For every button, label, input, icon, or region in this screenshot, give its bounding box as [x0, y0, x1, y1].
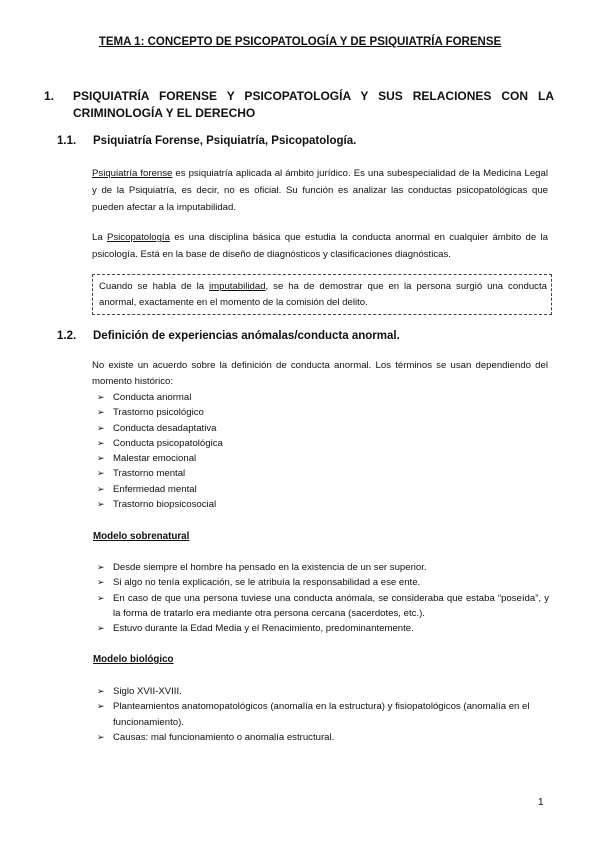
term-imputabilidad: imputabilidad	[209, 281, 266, 292]
page-number: 1	[538, 797, 544, 808]
section-1-title: PSIQUIATRÍA FORENSE Y PSICOPATOLOGÍA Y SUS RELACIONES CON LA CRIMINOLOGÍA Y EL DERECHO	[73, 89, 554, 120]
section-1-1-heading	[57, 135, 356, 147]
note-prefix: Cuando se habla de la	[99, 281, 209, 292]
list-item: ➢ Si algo no tenía explicación, se le atribuía la responsabilidad a ese ente.	[97, 575, 549, 590]
arrowhead-bullet-icon: ➢	[97, 592, 105, 603]
arrowhead-bullet-icon: ➢	[97, 577, 105, 588]
arrowhead-bullet-icon: ➢	[97, 422, 105, 433]
arrowhead-bullet-icon: ➢	[97, 483, 105, 494]
modelo-sobrenatural-list	[97, 560, 549, 636]
list-item: ➢ Enfermedad mental	[97, 482, 549, 497]
list-item: ➢ Trastorno mental	[97, 466, 549, 481]
list-item: ➢ Malestar emocional	[97, 451, 549, 466]
arrowhead-bullet-icon: ➢	[97, 499, 105, 510]
list-item: ➢ Estuvo durante la Edad Media y el Renacimiento, predominantemente.	[97, 621, 549, 636]
arrowhead-bullet-icon: ➢	[97, 468, 105, 479]
paragraph-psiquiatria-forense	[92, 165, 548, 216]
section-1-number: 1.	[44, 89, 55, 103]
modelo-sobrenatural-heading: Modelo sobrenatural	[93, 531, 190, 542]
section-1-2-title: Definición de experiencias anómalas/conducta anormal.	[93, 330, 400, 342]
terms-list	[97, 390, 549, 512]
note-text: , se ha de demostrar que en la persona surgió una conducta anormal, exactamente en el momento de la comisión del delito.	[99, 281, 547, 308]
document-title: TEMA 1: CONCEPTO DE PSICOPATOLOGÍA Y DE PSIQUIATRÍA FORENSE	[98, 36, 502, 48]
section-1-1-number: 1.1.	[57, 135, 77, 147]
list-item: ➢ En caso de que una persona tuviese una conducta anómala, se consideraba que estaba “poseída”, y la forma de tratarlo era mediante otra persona cercana (sacerdotes, etc.).	[97, 592, 549, 619]
list-item: ➢ Planteamientos anatomopatológicos (anomalía en la estructura) y fisiopatológicos (anomalía en el funcionamiento).	[97, 701, 530, 728]
list-item: ➢ Conducta anormal	[97, 390, 549, 405]
list-item: ➢ Trastorno psicológico	[97, 405, 549, 420]
paragraph-text: es una disciplina básica que estudia la conducta anormal en cualquier ámbito de la psicología. Está en la base de diseño de diagnósticos y clasificaciones diagnósticas.	[92, 232, 548, 260]
section-1-2-heading	[57, 330, 400, 342]
arrowhead-bullet-icon: ➢	[97, 701, 105, 712]
list-item: ➢ Conducta psicopatológica	[97, 436, 549, 451]
list-item: ➢ Conducta desadaptativa	[97, 421, 549, 436]
paragraph-prefix: La	[92, 232, 107, 243]
paragraph-text: es psiquiatría aplicada al ámbito jurídico. Es una subespecialidad de la Medicina Legal y de la Psiquiatría, es decir, no es oficial. Su función es analizar las conductas psicopatológicas que pueden afectar a la imputabilidad.	[92, 168, 548, 213]
arrowhead-bullet-icon: ➢	[97, 437, 105, 448]
modelo-biologico-list	[97, 684, 549, 745]
list-item: ➢ Trastorno biopsicosocial	[97, 497, 549, 512]
paragraph-conducta-anormal-intro: No existe un acuerdo sobre la definición de conducta anormal. Los términos se usan dependiendo del momento histórico:	[92, 360, 548, 387]
arrowhead-bullet-icon: ➢	[97, 623, 105, 634]
modelo-biologico-heading: Modelo biológico	[93, 654, 174, 665]
section-1-heading	[44, 88, 554, 122]
paragraph-psicopatologia	[92, 229, 548, 263]
term-psicopatologia: Psicopatología	[106, 232, 170, 243]
arrowhead-bullet-icon: ➢	[97, 686, 105, 696]
imputabilidad-note-box	[92, 274, 552, 315]
arrowhead-bullet-icon: ➢	[97, 453, 105, 464]
arrowhead-bullet-icon: ➢	[97, 392, 105, 402]
list-item: ➢ Desde siempre el hombre ha pensado en la existencia de un ser superior.	[97, 560, 549, 575]
arrowhead-bullet-icon: ➢	[97, 407, 105, 418]
term-psiquiatria-forense: Psiquiatría forense	[92, 168, 173, 179]
section-1-2-number: 1.2.	[57, 330, 77, 342]
arrowhead-bullet-icon: ➢	[97, 731, 105, 742]
section-1-1-title: Psiquiatría Forense, Psiquiatría, Psicopatología.	[93, 135, 357, 147]
list-item: ➢ Causas: mal funcionamiento o anomalía estructural.	[97, 730, 549, 745]
list-item: ➢ Siglo XVII-XVIII.	[97, 684, 549, 699]
arrowhead-bullet-icon: ➢	[97, 562, 105, 572]
